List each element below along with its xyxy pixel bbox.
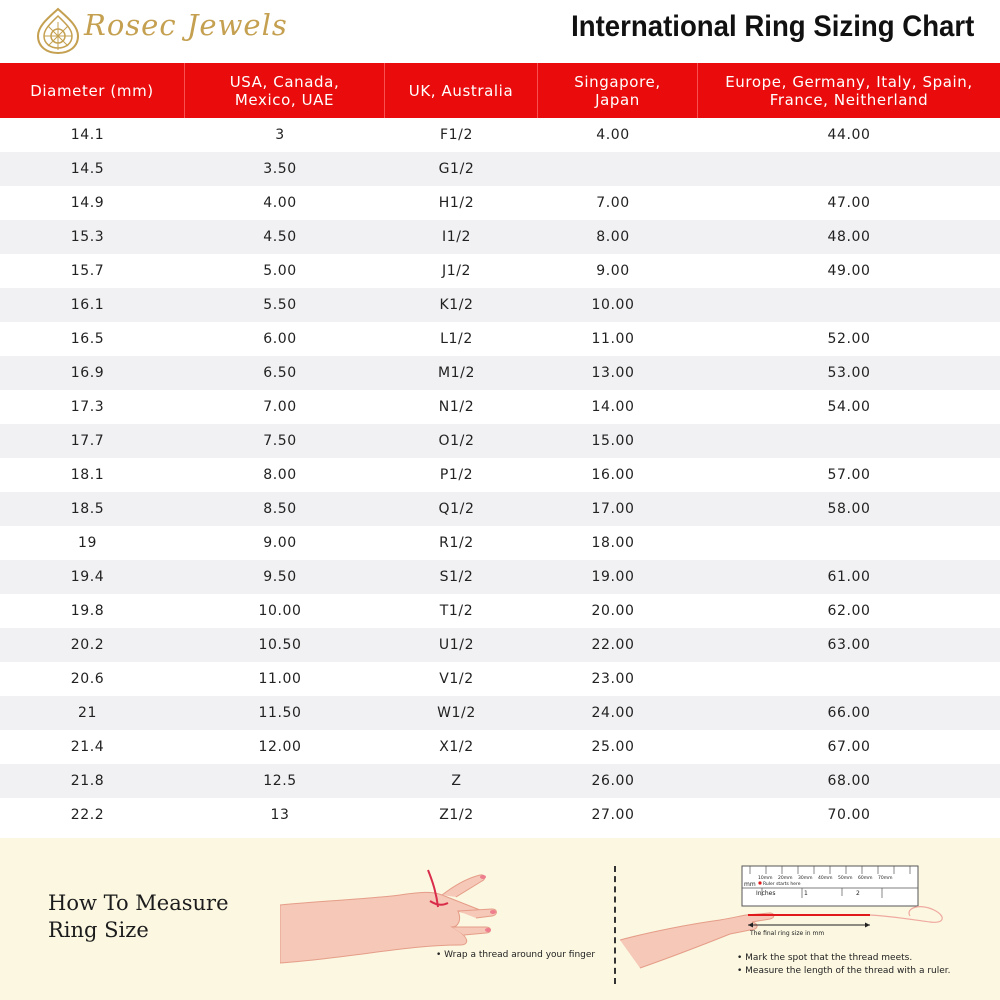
table-cell: 10.00 <box>258 603 302 619</box>
table-row <box>0 356 1000 390</box>
table-cell: 5.00 <box>263 263 297 279</box>
table-cell: 21.8 <box>70 773 105 789</box>
table-row <box>0 288 1000 322</box>
table-cell: 14.00 <box>591 399 635 415</box>
header <box>0 0 1000 63</box>
table-cell: 18.5 <box>70 501 105 517</box>
table-cell: 16.00 <box>591 467 635 483</box>
table-cell: G1/2 <box>438 161 475 177</box>
table-cell: 10.50 <box>258 637 302 653</box>
table-cell: 17.3 <box>70 399 105 415</box>
final-size-label: The final ring size in mm <box>750 930 825 937</box>
table-cell: 12.5 <box>263 773 297 789</box>
table-cell: 4.50 <box>263 229 297 245</box>
table-cell: 18.00 <box>591 535 635 551</box>
table-cell: 14.5 <box>70 161 105 177</box>
table-cell: 13.00 <box>591 365 635 381</box>
table-cell: 70.00 <box>827 807 871 823</box>
table-cell: 8.00 <box>263 467 297 483</box>
table-row <box>0 730 1000 764</box>
table-cell: 16.1 <box>70 297 105 313</box>
table-cell: 19.4 <box>70 569 105 585</box>
table-cell: 3.50 <box>263 161 297 177</box>
ruler-mark-10: 10mm <box>758 876 773 881</box>
table-row <box>0 594 1000 628</box>
table-cell: 14.1 <box>70 127 105 143</box>
table-cell: 19 <box>77 535 97 551</box>
ruler-inch-1: 1 <box>804 890 808 897</box>
table-cell: 12.00 <box>258 739 302 755</box>
table-cell: 9.50 <box>263 569 297 585</box>
table-cell: 3 <box>275 127 285 143</box>
table-cell: 22.00 <box>591 637 635 653</box>
table-cell: 6.00 <box>263 331 297 347</box>
table-cell: 26.00 <box>591 773 635 789</box>
table-cell: 15.00 <box>591 433 635 449</box>
table-cell: 15.7 <box>70 263 105 279</box>
table-row <box>0 152 1000 186</box>
table-row <box>0 662 1000 696</box>
table-cell <box>698 152 1000 186</box>
table-cell <box>538 152 688 186</box>
ruler-start-label: Ruler starts here <box>763 882 801 887</box>
table-row <box>0 798 1000 832</box>
table-cell: 9.00 <box>263 535 297 551</box>
table-cell: K1/2 <box>439 297 474 313</box>
table-cell: N1/2 <box>438 399 475 415</box>
table-row <box>0 560 1000 594</box>
table-cell: P1/2 <box>439 467 474 483</box>
table-cell: 25.00 <box>591 739 635 755</box>
column-header-europe: Europe, Germany, Italy, Spain, France, Neitherland <box>725 72 973 109</box>
ruler-inch-2: 2 <box>856 890 860 897</box>
page-title: International Ring Sizing Chart <box>570 10 974 43</box>
table-cell: 21.4 <box>70 739 105 755</box>
ruler-mark-20: 20mm <box>778 876 793 881</box>
table-cell: 47.00 <box>827 195 871 211</box>
table-cell: 11.00 <box>591 331 635 347</box>
table-cell: J1/2 <box>441 263 472 279</box>
table-cell: H1/2 <box>438 195 475 211</box>
table-cell: 20.6 <box>70 671 105 687</box>
how-to-title-line2: Ring Size <box>48 918 149 942</box>
table-cell: 54.00 <box>827 399 871 415</box>
table-cell <box>698 288 1000 322</box>
column-header-singapore: Singapore, Japan <box>538 63 698 118</box>
table-cell: S1/2 <box>439 569 474 585</box>
how-to-title-line1: How To Measure <box>48 891 229 915</box>
table-cell: 62.00 <box>827 603 871 619</box>
table-cell: 8.00 <box>596 229 630 245</box>
table-body <box>0 118 1000 832</box>
table-cell: 21 <box>77 705 97 721</box>
table-cell: 7.00 <box>596 195 630 211</box>
table-cell: W1/2 <box>437 705 476 721</box>
table-cell: 20.2 <box>70 637 105 653</box>
table-cell: T1/2 <box>439 603 474 619</box>
table-cell <box>698 662 1000 696</box>
table-cell: 23.00 <box>591 671 635 687</box>
ruler-mark-30: 30mm <box>798 876 813 881</box>
table-cell: 19.8 <box>70 603 105 619</box>
table-cell: 27.00 <box>591 807 635 823</box>
table-cell: 61.00 <box>827 569 871 585</box>
table-cell: 57.00 <box>827 467 871 483</box>
table-cell: Z <box>451 773 462 789</box>
table-cell: 44.00 <box>827 127 871 143</box>
table-cell: 16.5 <box>70 331 105 347</box>
table-cell: Q1/2 <box>438 501 475 517</box>
table-cell: U1/2 <box>438 637 475 653</box>
table-cell: 7.00 <box>263 399 297 415</box>
section-divider <box>614 866 616 984</box>
table-cell: 4.00 <box>596 127 630 143</box>
column-header-usa: USA, Canada, Mexico, UAE <box>185 63 385 118</box>
column-header-uk: UK, Australia <box>385 63 538 118</box>
table-cell: 17.00 <box>591 501 635 517</box>
how-to-measure-title <box>48 890 229 944</box>
table-cell: I1/2 <box>441 229 472 245</box>
ruler-mm-label: mm <box>744 881 756 888</box>
table-cell: 10.00 <box>591 297 635 313</box>
table-cell: O1/2 <box>438 433 475 449</box>
table-cell: 48.00 <box>827 229 871 245</box>
table-cell: 15.3 <box>70 229 105 245</box>
table-row <box>0 254 1000 288</box>
table-row <box>0 424 1000 458</box>
column-header-diameter: Diameter (mm) <box>0 63 185 118</box>
arrow-right-icon <box>865 923 870 928</box>
table-cell: 49.00 <box>827 263 871 279</box>
table-cell: 52.00 <box>827 331 871 347</box>
table-row <box>0 118 1000 152</box>
table-cell: M1/2 <box>437 365 475 381</box>
table-cell: 11.00 <box>258 671 302 687</box>
table-cell: 16.9 <box>70 365 105 381</box>
table-row <box>0 696 1000 730</box>
table-cell: 67.00 <box>827 739 871 755</box>
brand-name: Rosec Jewels <box>84 8 288 42</box>
table-row <box>0 390 1000 424</box>
table-row <box>0 220 1000 254</box>
table-cell: 5.50 <box>263 297 297 313</box>
table-cell: 58.00 <box>827 501 871 517</box>
table-cell: 20.00 <box>591 603 635 619</box>
table-cell: X1/2 <box>439 739 474 755</box>
table-cell: Z1/2 <box>439 807 474 823</box>
ruler-mark-40: 40mm <box>818 876 833 881</box>
table-cell <box>698 526 1000 560</box>
table-cell: L1/2 <box>440 331 473 347</box>
table-cell: 14.9 <box>70 195 105 211</box>
table-cell: 17.7 <box>70 433 105 449</box>
table-row <box>0 764 1000 798</box>
table-row <box>0 628 1000 662</box>
table-cell: 4.00 <box>263 195 297 211</box>
ruler-start-dot-icon <box>758 881 761 884</box>
ruler-mark-50: 50mm <box>838 876 853 881</box>
step-mark-spot: • Mark the spot that the thread meets. <box>737 953 913 963</box>
table-cell: 6.50 <box>263 365 297 381</box>
table-cell: V1/2 <box>439 671 474 687</box>
table-cell: 24.00 <box>591 705 635 721</box>
table-cell: 11.50 <box>258 705 302 721</box>
table-cell: 8.50 <box>263 501 297 517</box>
brand-logo-icon <box>34 6 82 56</box>
table-row <box>0 492 1000 526</box>
table-cell: 63.00 <box>827 637 871 653</box>
table-cell: R1/2 <box>439 535 474 551</box>
ruler-inches-label: Inches <box>756 890 776 897</box>
table-cell <box>698 424 1000 458</box>
table-cell: 9.00 <box>596 263 630 279</box>
table-cell: 68.00 <box>827 773 871 789</box>
table-cell: 53.00 <box>827 365 871 381</box>
step-measure-length: • Measure the length of the thread with a ruler. <box>737 966 951 976</box>
measure-steps <box>737 952 951 978</box>
table-row <box>0 526 1000 560</box>
table-cell: F1/2 <box>440 127 473 143</box>
table-cell: 18.1 <box>70 467 105 483</box>
table-row <box>0 458 1000 492</box>
table-cell: 13 <box>270 807 290 823</box>
ruler-mark-60: 60mm <box>858 876 873 881</box>
table-cell: 66.00 <box>827 705 871 721</box>
ruler-mark-70: 70mm <box>878 876 893 881</box>
table-cell: 22.2 <box>70 807 105 823</box>
table-cell: 7.50 <box>263 433 297 449</box>
table-row <box>0 322 1000 356</box>
step-wrap-thread: • Wrap a thread around your finger <box>436 950 596 960</box>
table-cell: 19.00 <box>591 569 635 585</box>
table-row <box>0 186 1000 220</box>
